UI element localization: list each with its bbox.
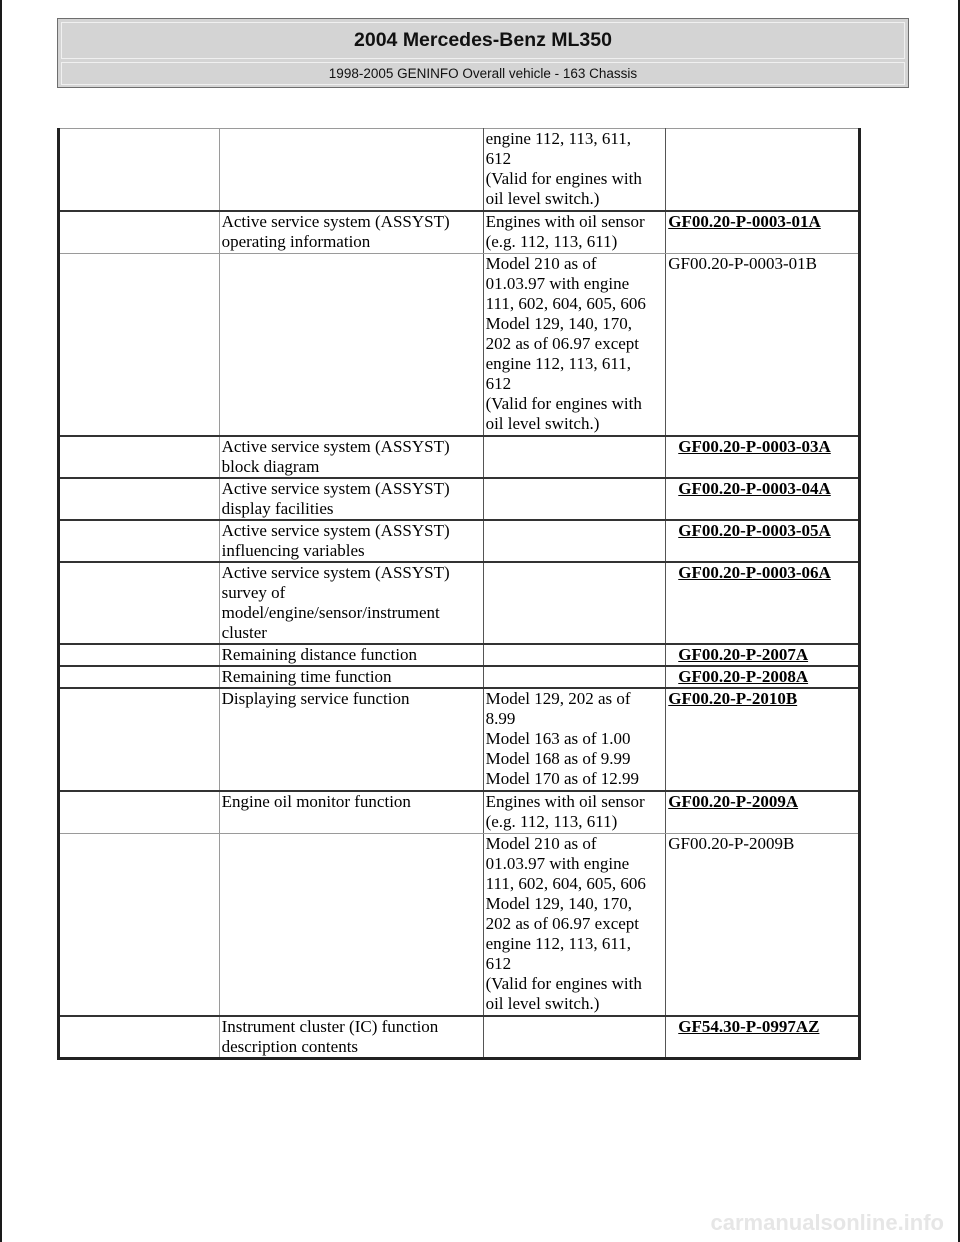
empty-margin-cell: [59, 436, 220, 478]
applicability-line: Model 210 as of: [485, 834, 597, 853]
applicability-line: Model 129, 202 as of: [485, 689, 631, 708]
applicability-cell: [483, 666, 666, 688]
applicability-cell: [483, 562, 666, 644]
table-row: [59, 644, 860, 666]
empty-margin-cell: [59, 834, 220, 1017]
empty-margin-cell: [59, 211, 220, 254]
table-row: [59, 688, 860, 791]
empty-margin-cell: [59, 254, 220, 437]
applicability-line: 8.99: [485, 709, 516, 728]
applicability-line: Model 129, 140, 170,: [485, 314, 632, 333]
footer-watermark: carmanualsonline.info: [710, 1210, 944, 1235]
table-row: [59, 478, 860, 520]
applicability-line: 202 as of 06.97 except: [485, 334, 640, 353]
applicability-line: Model 129, 140, 170,: [485, 894, 632, 913]
applicability-cell: [483, 791, 666, 834]
applicability-line: (Valid for engines with: [485, 974, 642, 993]
topic-cell: Active service system (ASSYST) display facilities: [219, 478, 483, 520]
empty-margin-cell: [59, 688, 220, 791]
table-row: [59, 791, 860, 834]
document-reference-text: [666, 129, 860, 212]
applicability-line: Engines with oil sensor: [485, 792, 645, 811]
applicability-line: engine 112, 113, 611,: [485, 354, 631, 373]
page-edge-left: [0, 0, 2, 1242]
topic-cell: Active service system (ASSYST) operating information: [219, 211, 483, 254]
applicability-cell: [483, 834, 666, 1017]
document-reference-link[interactable]: GF00.20-P-0003-03A: [666, 436, 860, 478]
document-reference-link[interactable]: GF00.20-P-0003-04A: [666, 478, 860, 520]
document-reference-link[interactable]: GF00.20-P-0003-06A: [666, 562, 860, 644]
applicability-line: oil level switch.): [485, 414, 600, 433]
table-row: [59, 129, 860, 212]
table-row: [59, 211, 860, 254]
applicability-line: 612: [485, 374, 512, 393]
table-row: [59, 520, 860, 562]
topic-cell: Remaining time function: [219, 666, 483, 688]
applicability-line: engine 112, 113, 611,: [485, 129, 631, 148]
document-header: [57, 18, 909, 88]
applicability-line: oil level switch.): [485, 189, 600, 208]
topic-cell: Displaying service function: [219, 688, 483, 791]
document-reference-text: GF00.20-P-2009B: [666, 834, 860, 1017]
applicability-cell: [483, 211, 666, 254]
topic-cell: Active service system (ASSYST) survey of model/engine/sensor/instrument cluster: [219, 562, 483, 644]
applicability-cell: [483, 688, 666, 791]
empty-margin-cell: [59, 644, 220, 666]
applicability-line: 612: [485, 954, 512, 973]
topic-cell: [219, 254, 483, 437]
topic-cell: [219, 834, 483, 1017]
applicability-line: Model 170 as of 12.99: [485, 769, 640, 788]
applicability-line: Model 210 as of: [485, 254, 597, 273]
applicability-line: engine 112, 113, 611,: [485, 934, 631, 953]
applicability-cell: [483, 254, 666, 437]
applicability-cell: [483, 478, 666, 520]
applicability-cell: [483, 1016, 666, 1059]
topic-cell: [219, 129, 483, 212]
applicability-cell: [483, 436, 666, 478]
topic-cell: Remaining distance function: [219, 644, 483, 666]
applicability-line: 111, 602, 604, 605, 606: [485, 294, 646, 313]
document-reference-link[interactable]: GF00.20-P-0003-01A: [666, 211, 860, 254]
document-reference-link[interactable]: GF00.20-P-2009A: [666, 791, 860, 834]
empty-margin-cell: [59, 129, 220, 212]
applicability-line: (e.g. 112, 113, 611): [485, 232, 618, 251]
document-reference-text: GF00.20-P-0003-01B: [666, 254, 860, 437]
applicability-line: (Valid for engines with: [485, 169, 642, 188]
document-title: 2004 Mercedes-Benz ML350: [61, 22, 905, 59]
applicability-line: Model 163 as of 1.00: [485, 729, 631, 748]
applicability-cell: [483, 520, 666, 562]
document-reference-link[interactable]: GF00.20-P-2007A: [666, 644, 860, 666]
empty-margin-cell: [59, 520, 220, 562]
applicability-line: 111, 602, 604, 605, 606: [485, 874, 646, 893]
applicability-line: 01.03.97 with engine: [485, 854, 630, 873]
applicability-line: 01.03.97 with engine: [485, 274, 630, 293]
empty-margin-cell: [59, 478, 220, 520]
topic-cell: Active service system (ASSYST) block diagram: [219, 436, 483, 478]
applicability-cell: [483, 129, 666, 212]
reference-table-body: [59, 129, 860, 1059]
applicability-line: 612: [485, 149, 512, 168]
topic-cell: Engine oil monitor function: [219, 791, 483, 834]
document-reference-link[interactable]: GF54.30-P-0997AZ: [666, 1016, 860, 1059]
table-row: [59, 562, 860, 644]
document-subtitle: 1998-2005 GENINFO Overall vehicle - 163 Chassis: [61, 62, 905, 85]
applicability-line: 202 as of 06.97 except: [485, 914, 640, 933]
table-row: [59, 436, 860, 478]
document-reference-link[interactable]: GF00.20-P-2010B: [666, 688, 860, 791]
applicability-cell: [483, 644, 666, 666]
applicability-line: Model 168 as of 9.99: [485, 749, 631, 768]
applicability-line: (Valid for engines with: [485, 394, 642, 413]
applicability-line: (e.g. 112, 113, 611): [485, 812, 618, 831]
empty-margin-cell: [59, 791, 220, 834]
reference-table: [57, 128, 861, 1060]
topic-cell: Active service system (ASSYST) influencing variables: [219, 520, 483, 562]
applicability-line: Engines with oil sensor: [485, 212, 645, 231]
document-reference-link[interactable]: GF00.20-P-0003-05A: [666, 520, 860, 562]
table-row: [59, 834, 860, 1017]
empty-margin-cell: [59, 1016, 220, 1059]
empty-margin-cell: [59, 562, 220, 644]
table-row: [59, 1016, 860, 1059]
table-row: [59, 254, 860, 437]
topic-cell: Instrument cluster (IC) function description contents: [219, 1016, 483, 1059]
table-row: [59, 666, 860, 688]
document-reference-link[interactable]: GF00.20-P-2008A: [666, 666, 860, 688]
applicability-line: oil level switch.): [485, 994, 600, 1013]
empty-margin-cell: [59, 666, 220, 688]
